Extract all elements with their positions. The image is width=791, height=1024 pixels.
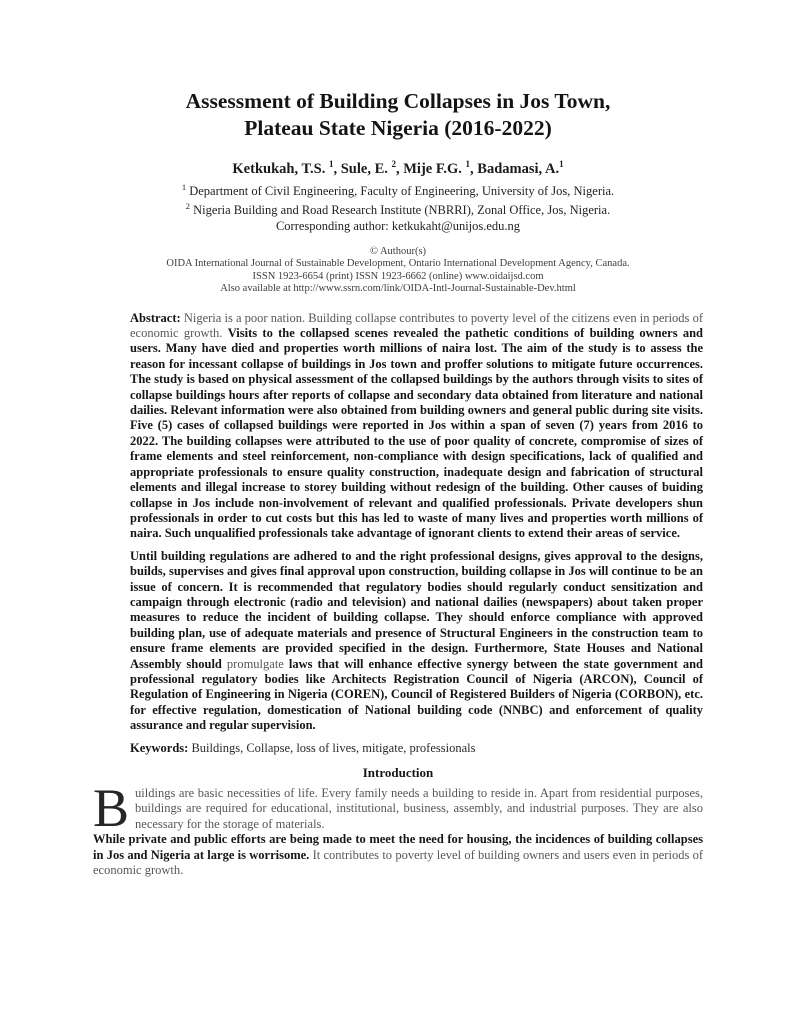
keywords-text: Buildings, Collapse, loss of lives, mitigate, professionals [188, 740, 476, 755]
author-3: , Mije F.G. [396, 160, 466, 177]
affiliation-2 [93, 199, 703, 219]
abstract-body-bold: Visits to the collapsed scenes revealed the pathetic conditions of building owners and users. Many have died and properties worth millions of naira lost. The aim of the study is to assess the reason for incessant collapse of buildings in Jos town and proffer solutions to mitigate future occurrences. The study is based on physical assessment of the collapsed buildings by the authors through visits to sites of collapse buildings hours after reports of collapse and secondary data obtained from literature and national dailies. Relevant information were also obtained from building owners and general public during site visits. Five (5) cases of collapsed buildings were reported in Jos within a span of seven (7) years from 2016 to 2022. The building collapses were attributed to the use of poor quality of concrete, compromise of sizes of frame elements and steel reinforcement, non-compliance with design specifications, lack of qualified and appropriate professionals to ensure quality construction, inadequate design and fabrication of structural elements and illegal increase to storey building without redesign of the building. Other causes of buiding collapse in Jos include non-involvement of relevant and qualified professionals. Private developers shun professionals in order to cut costs but this has led to waste of many lives and properties worth millions of naira. Such unqualified professionals take advantage of ignorant clients to extend their areas of service. [130, 326, 703, 541]
introduction-p2-bold: While private and public efforts are being made to meet the need for housing, the incidences of building collapses in Jos and Nigeria at large is worrisome. [93, 832, 703, 862]
affiliation-1-text: Department of Civil Engineering, Faculty of Engineering, University of Jos, Nigeria. [186, 183, 615, 198]
corresponding-author: Corresponding author: ketkukaht@unijos.edu.ng [275, 219, 521, 234]
introduction-p2-gray: It contributes to poverty level of building owners and users even in periods of economic growth. [93, 847, 703, 878]
author-4: , Badamasi, A. [470, 160, 560, 177]
affiliation-2-superscript: 2 [185, 201, 191, 212]
journal-name-line: OIDA International Journal of Sustainable Development, Ontario International Development Agency, Canada. [166, 258, 630, 270]
affiliation-2-text: Nigeria Building and Road Research Institute (NBRRI), Zonal Office, Jos, Nigeria. [190, 203, 611, 218]
dropcap-letter: B [93, 778, 130, 839]
author-3-superscript: 1 [465, 159, 471, 169]
abstract-p2-bold-b: laws that will enhance effective synergy between the state government and professional regulatory bodies like Architects Registration Council of Nigeria (ARCON), Council of Regulation of Engineering in Nigeria (COREN), Council of Registered Builders of Nigeria (CORBON), etc. for effective regulation, domestication of National building code (NNBC) and enforcement of quality assurance and regular supervision. [130, 656, 703, 733]
paper-title [93, 88, 703, 142]
affiliation-1 [93, 180, 703, 200]
affiliation-1-superscript: 1 [181, 181, 187, 192]
keywords-label: Keywords: [130, 740, 189, 755]
abstract-label: Abstract: [130, 310, 181, 325]
journal-imprint [93, 246, 703, 296]
introduction-p1-text: uildings are basic necessities of life. Every family needs a building to reside in. Apart from residential purposes, buildings are required for educational, institutional, business, assembly, and industrial purposes. They are also necessary for the storage of materials. [135, 786, 703, 831]
introduction-heading: Introduction [362, 765, 434, 781]
abstract-paragraph-1 [130, 311, 703, 542]
abstract-p2-bold-a: Until building regulations are adhered to and the right professional designs, gives approval to the designs, builds, supervises and gives final approval upon construction, building collapse in Jos will continue to be an issue of concern. It is recommended that regulatory bodies should regularly conduct sensitization and campaign through electronic (radio and television) and national dailies (newspapers) about taken proper measures to reduce the incident of building collapse. They should enforce compliance with approved building plan, use of adequate materials and presence of Structural Engineers in the construction team to ensure frame elements are provided specified in the design. Furthermore, State Houses and National Assembly should [130, 548, 703, 671]
author-1: Ketkukah, T.S. [232, 160, 329, 177]
author-2-superscript: 2 [391, 159, 396, 169]
paper-title-line-2: Plateau State Nigeria (2016-2022) [244, 116, 552, 140]
keywords-line [130, 741, 703, 756]
ssrn-link-line: Also available at http://www.ssrn.com/link/OIDA-Intl-Journal-Sustainable-Dev.html [220, 283, 576, 295]
abstract-paragraph-2 [130, 549, 703, 734]
author-line [93, 155, 703, 178]
abstract-intro-sentences: Nigeria is a poor nation. Building collapse contributes to poverty level of the citizens even in periods of economic growth. [130, 310, 703, 341]
paper-title-line-1: Assessment of Building Collapses in Jos Town, [185, 89, 611, 113]
abstract-section [130, 311, 703, 756]
issn-line: ISSN 1923-6654 (print) ISSN 1923-6662 (online) www.oidaijsd.com [252, 270, 544, 282]
introduction-paragraph-1 [93, 778, 703, 839]
copyright-line: © Authour(s) [369, 245, 427, 257]
author-2: , Sule, E. [333, 160, 392, 177]
author-1-superscript: 1 [328, 159, 334, 169]
abstract-p2-gray-word: promulgate [226, 656, 284, 671]
author-4-superscript: 1 [559, 159, 564, 169]
introduction-paragraph-2 [93, 832, 703, 878]
